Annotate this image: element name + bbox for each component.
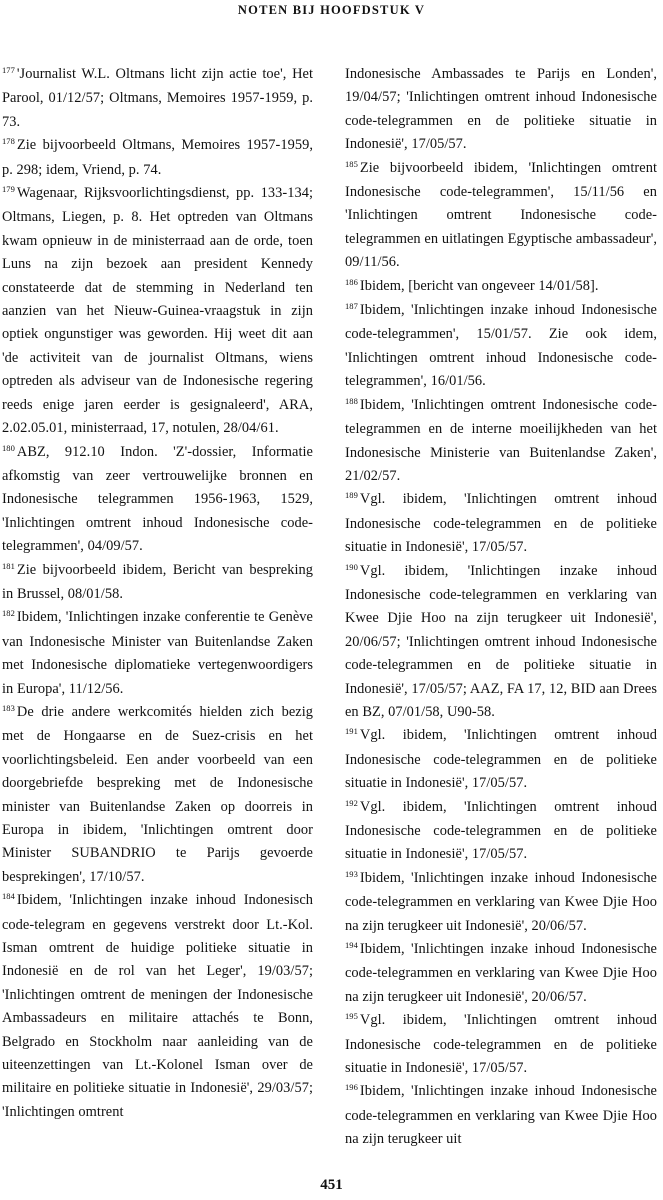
footnote-text: Zie bijvoorbeeld ibidem, Bericht van bespreking in Brussel, 08/01/58. (2, 561, 313, 602)
footnote-number: 182 (2, 608, 15, 619)
footnote (345, 299, 657, 394)
footnote-number: 183 (2, 702, 15, 713)
footnote (2, 559, 313, 607)
footnote-number: 188 (345, 395, 358, 406)
footnote-number: 196 (345, 1082, 358, 1093)
footnote-number: 192 (345, 797, 358, 808)
footnote-text: Ibidem, 'Inlichtingen inzake inhoud Indonesisch code-telegram en gegevens verstrekt door Lt.-Kol. Isman omtrent de huidige politieke situatie in Indonesië en de rol van het Leger', 19/03/57; 'Inlichtingen omtrent de meningen der Indonesische Ambassadeurs en militaire attachés te Bonn, Belgrado en Stockholm naar aanleiding van de uiteenzettingen van Lt.-Kolonel Isman over de militaire en politieke situatie in Indonesië', 29/03/57; 'Inlichtingen omtrent (2, 892, 313, 1120)
footnote (2, 441, 313, 559)
footnote-number: 179 (2, 184, 15, 195)
footnote-text: Ibidem, [bericht van ongeveer 14/01/58]. (359, 277, 599, 294)
running-head: NOTEN BIJ HOOFDSTUK V (237, 3, 426, 17)
footnote-text: Zie bijvoorbeeld Oltmans, Memoires 1957-1959, p. 298; idem, Vriend, p. 74. (2, 137, 313, 178)
footnote (345, 1009, 657, 1080)
footnote-number: 186 (345, 276, 358, 287)
left-column (2, 63, 313, 1124)
footnote-number: 189 (345, 490, 358, 501)
footnote-text: De drie andere werkcomités hielden zich bezig met de Hongaarse en de Suez-crisis en het voorlichtingsbeleid. Een ander voorbeeld van een doorgebriefde bespreking met de Indonesische minister van Buitenlandse Zaken op doorreis in Europa in ibidem, 'Inlichtingen omtrent door Minister SUBANDRIO te Parijs gevoerde besprekingen', 17/10/57. (2, 703, 313, 885)
footnote-text: Vgl. ibidem, 'Inlichtingen omtrent inhoud Indonesische code-telegrammen en de politieke situatie in Indonesië', 17/05/57. (345, 491, 657, 556)
footnote-text: Vgl. ibidem, 'Inlichtingen inzake inhoud Indonesische code-telegrammen en verklaring van Kwee Djie Hoo na zijn terugkeer uit Indonesië', 20/06/57; 'Inlichtingen omtrent inhoud Indonesische code-telegrammen en de politieke situatie in Indonesië', 17/05/57; AAZ, FA 17, 12, BID aan Drees en BZ, 07/01/58, U90-58. (345, 562, 657, 720)
right-column (345, 63, 657, 1152)
footnote-text: Vgl. ibidem, 'Inlichtingen omtrent inhoud Indonesische code-telegrammen en de politieke situatie in Indonesië', 17/05/57. (345, 1012, 657, 1077)
footnote-continuation: Indonesische Ambassades te Parijs en Londen', 19/04/57; 'Inlichtingen omtrent inhoud Indonesische code-telegrammen en de politieke situatie in Indonesië', 17/05/57. (345, 66, 657, 153)
footnote-number: 185 (345, 158, 358, 169)
footnote-number: 184 (2, 891, 15, 902)
footnote (345, 796, 657, 867)
footnote-text: Ibidem, 'Inlichtingen inzake inhoud Indonesische code-telegrammen en verklaring van Kwee Djie Hoo na zijn terugkeer uit Indonesië', 20/06/57. (345, 941, 657, 1005)
footnote-text: Wagenaar, Rijksvoorlichtingsdienst, pp. 133-134; Oltmans, Liegen, p. 8. Het optreden van Oltmans kwam opnieuw in de ministerraad aan de orde, toen Luns na zijn bezoek aan president Kennedy constateerde dat de stemming in Nederland ten aanzien van het Nieuw-Guinea-vraagstuk in zijn optiek ongunstiger was geworden. Hij weet dit aan 'de activiteit van de journalist Oltmans, wiens optreden als adviseur van de Indonesische regering reeds enige jaren eerder is gesignaleerd', ARA, 2.02.05.01, ministerraad, 17, notulen, 28/04/61. (2, 185, 313, 437)
footnote (2, 606, 313, 701)
footnote (2, 701, 313, 889)
footnote-number: 194 (345, 940, 358, 951)
footnote-text: Ibidem, 'Inlichtingen inzake inhoud Indonesische code-telegrammen en verklaring van Kwee Djie Hoo na zijn terugkeer uit Indonesië', 20/06/57. (345, 869, 657, 934)
footnote (2, 182, 313, 440)
footnote-text: ABZ, 912.10 Indon. 'Z'-dossier, Informatie afkomstig van zeer vertrouwelijke bronnen en Indonesische telegrammen 1956-1963, 1529, 'Inlichtingen omtrent inhoud Indonesische code-telegrammen', 04/09/57. (2, 443, 313, 555)
footnote (2, 889, 313, 1124)
footnote-text: Zie bijvoorbeeld ibidem, 'Inlichtingen omtrent Indonesische code-telegrammen', 15/11/56 en 'Inlichtingen omtrent Indonesische code-telegrammen en uitlatingen Egyptische ambassadeur', 09/11/56. (345, 159, 657, 271)
page-number: 451 (320, 1177, 343, 1193)
footnote (2, 63, 313, 134)
footnote-number: 177 (2, 65, 15, 75)
footnote-number: 180 (2, 442, 15, 453)
footnote (345, 157, 657, 275)
footnote-text: Vgl. ibidem, 'Inlichtingen omtrent inhoud Indonesische code-telegrammen en de politieke situatie in Indonesië', 17/05/57. (345, 727, 657, 792)
footnote-number: 191 (345, 726, 358, 737)
footnote-number: 181 (2, 560, 15, 571)
footnote-text: 'Journalist W.L. Oltmans licht zijn actie toe', Het Parool, 01/12/57; Oltmans, Memoires 1957-1959, p. 73. (2, 66, 313, 130)
footnote-text: Ibidem, 'Inlichtingen inzake inhoud Indonesische code-telegrammen', 15/01/57. Zie ook idem, 'Inlichtingen omtrent inhoud Indonesische code-telegrammen', 16/01/56. (345, 302, 657, 390)
footnote (345, 275, 657, 299)
footnote (345, 938, 657, 1009)
footnote-text: Vgl. ibidem, 'Inlichtingen omtrent inhoud Indonesische code-telegrammen en de politieke situatie in Indonesië', 17/05/57. (345, 798, 657, 863)
footnote-number: 187 (345, 301, 358, 312)
footnote (2, 134, 313, 182)
footnote-number: 195 (345, 1011, 358, 1022)
footnote (345, 394, 657, 489)
footnote-number: 190 (345, 561, 358, 572)
footnote-number: 178 (2, 136, 15, 147)
footnote-text: Ibidem, 'Inlichtingen inzake conferentie te Genève van Indonesische Minister van Buitenlandse Zaken met Indonesische diplomatieke vertegenwoordigers in Europa', 11/12/56. (2, 609, 313, 697)
footnote-number: 193 (345, 868, 358, 879)
footnote-text: Ibidem, 'Inlichtingen omtrent Indonesische code-telegrammen en de interne moeilijkheden van het Indonesische Ministerie van Buitenlandse Zaken', 21/02/57. (345, 396, 657, 484)
footnote (345, 488, 657, 559)
footnote (345, 867, 657, 938)
footnote (345, 560, 657, 725)
footnote-text: Ibidem, 'Inlichtingen inzake inhoud Indonesische code-telegrammen en verklaring van Kwee Djie Hoo na zijn terugkeer uit (345, 1083, 657, 1148)
footnote (345, 724, 657, 795)
footnote (345, 1080, 657, 1151)
